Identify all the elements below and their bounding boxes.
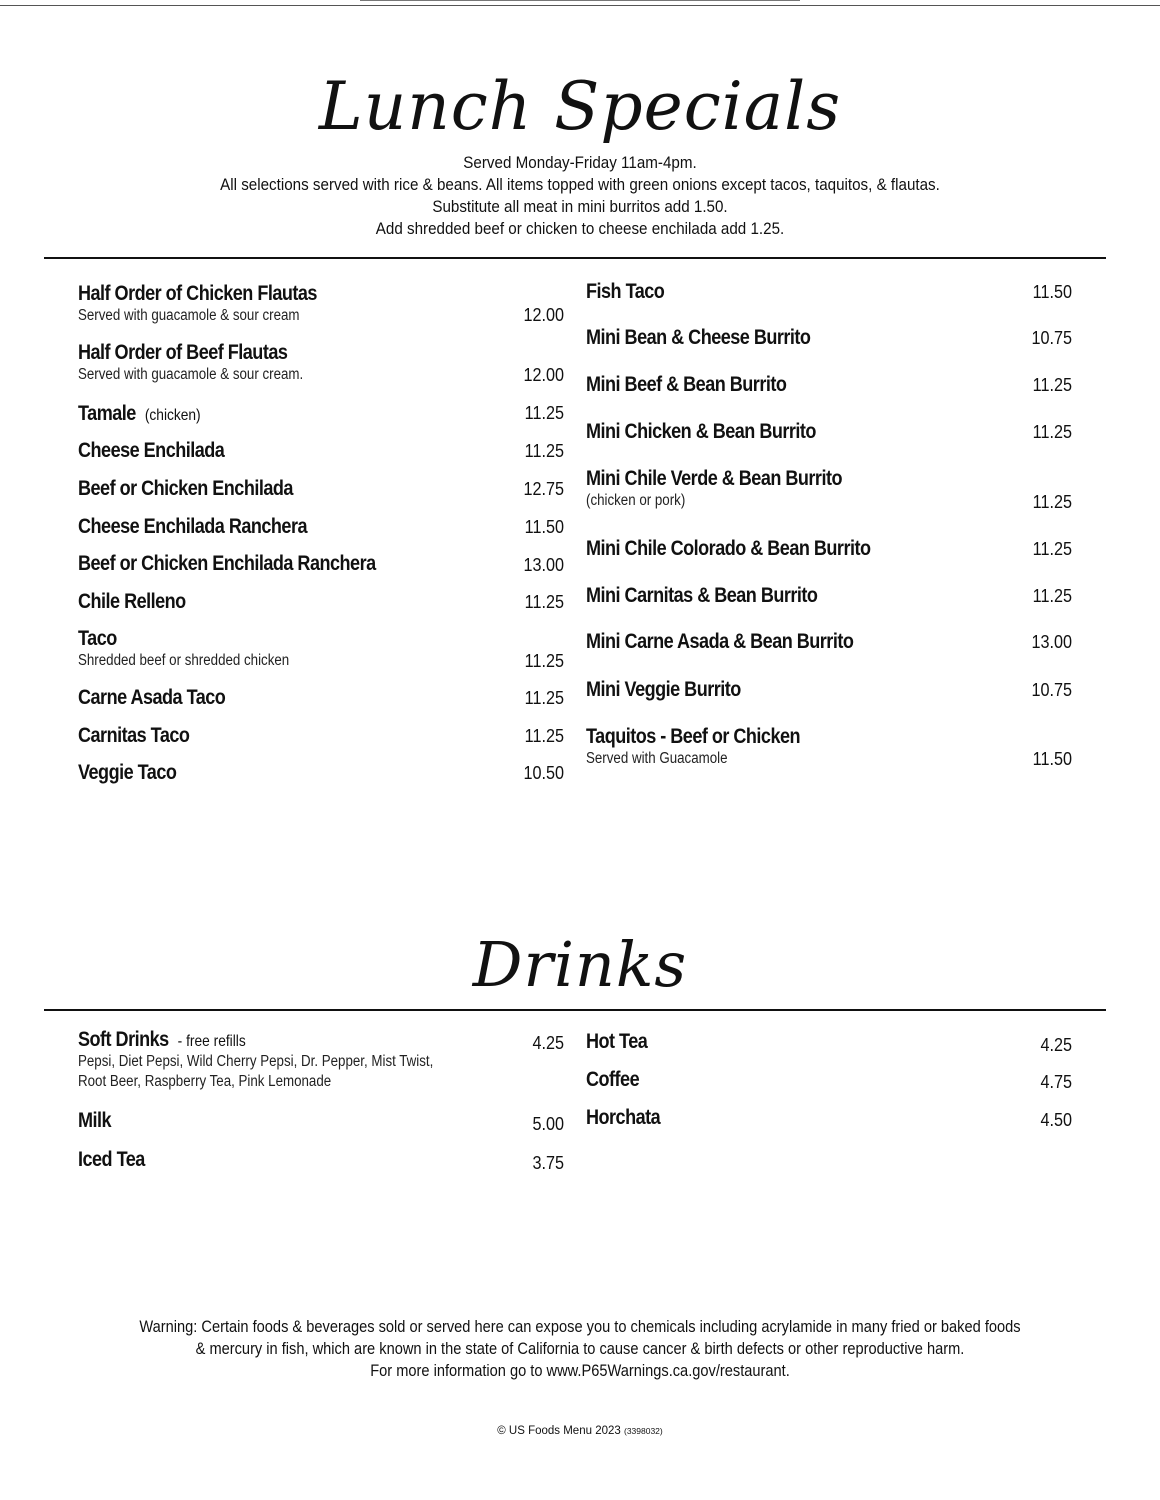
menu-item <box>586 537 917 561</box>
item-price: 12.75 <box>523 479 564 499</box>
menu-item <box>586 1030 657 1054</box>
item-price: 13.00 <box>523 555 564 575</box>
item-name: Mini Bean & Cheese Burrito <box>586 326 811 349</box>
item-description: Served with guacamole & sour cream <box>78 307 300 324</box>
menu-item <box>78 627 324 671</box>
item-price: 3.75 <box>532 1153 564 1173</box>
item-name: Chile Relleno <box>78 590 186 613</box>
item-price: 4.50 <box>1040 1110 1072 1130</box>
item-price: 13.00 <box>1031 632 1072 652</box>
item-price: 4.25 <box>532 1033 564 1053</box>
item-name: Fish Taco <box>586 280 665 303</box>
item-price: 5.00 <box>532 1114 564 1134</box>
item-name: Soft Drinks - free refills <box>78 1028 246 1051</box>
lunch-specials-title: Lunch Specials <box>318 68 842 145</box>
item-name: Cheese Enchilada Ranchera <box>78 515 308 538</box>
note-line: Served Monday-Friday 11am-4pm. <box>463 154 697 172</box>
item-price: 11.25 <box>524 726 564 746</box>
section-divider <box>44 257 1106 259</box>
item-price: 11.25 <box>524 403 564 423</box>
menu-item <box>78 724 208 748</box>
menu-item <box>586 326 847 350</box>
item-price: 12.00 <box>523 365 564 385</box>
item-name: Taquitos - Beef or Chicken <box>586 725 801 748</box>
item-price: 4.25 <box>1040 1035 1072 1055</box>
item-name: Carne Asada Taco <box>78 686 226 709</box>
item-name: Mini Veggie Burrito <box>586 678 741 701</box>
note-line: Add shredded beef or chicken to cheese enchilada add 1.25. <box>375 220 785 238</box>
scan-edge-line <box>0 5 1160 6</box>
item-name: Coffee <box>586 1068 640 1091</box>
item-name: Mini Carne Asada & Bean Burrito <box>586 630 854 653</box>
item-price: 10.75 <box>1031 328 1072 348</box>
menu-item <box>586 1068 648 1092</box>
note-line: All selections served with rice & beans. All items topped with green onions except tacos, taquitos, & flautas. <box>220 176 940 194</box>
menu-item <box>78 1148 156 1172</box>
drinks-title: Drinks <box>472 928 688 1001</box>
item-price: 11.25 <box>1032 375 1072 395</box>
menu-item <box>586 725 835 769</box>
item-name: Iced Tea <box>78 1148 145 1171</box>
item-name: Half Order of Chicken Flautas <box>78 282 317 305</box>
item-description: Root Beer, Raspberry Tea, Pink Lemonade <box>78 1073 332 1090</box>
item-price: 10.50 <box>523 763 564 783</box>
section-divider <box>44 1009 1106 1011</box>
item-price: 11.25 <box>1032 539 1072 559</box>
item-description: Pepsi, Diet Pepsi, Wild Cherry Pepsi, Dr. Pepper, Mist Twist, <box>78 1053 434 1070</box>
item-name: Mini Chile Colorado & Bean Burrito <box>586 537 871 560</box>
item-price: 11.25 <box>1032 422 1072 442</box>
item-name: Cheese Enchilada <box>78 439 225 462</box>
menu-item <box>586 467 884 511</box>
item-price: 11.50 <box>1032 282 1072 302</box>
item-name: Milk <box>78 1109 112 1132</box>
item-note: - free refills <box>177 1033 246 1050</box>
item-name: Beef or Chicken Enchilada Ranchera <box>78 552 376 575</box>
item-name: Tamale (chicken) <box>78 402 201 425</box>
item-price: 11.25 <box>1032 492 1072 512</box>
item-name: Carnitas Taco <box>78 724 190 747</box>
item-name: Mini Beef & Bean Burrito <box>586 373 787 396</box>
menu-item <box>78 552 424 576</box>
item-price: 12.00 <box>523 305 564 325</box>
menu-item <box>78 402 221 426</box>
warning-line: For more information go to www.P65Warnings.ca.gov/restaurant. <box>370 1361 790 1380</box>
item-name: Mini Carnitas & Bean Burrito <box>586 584 818 607</box>
item-price: 11.25 <box>524 651 564 671</box>
copyright-text: © US Foods Menu 2023 <box>497 1425 621 1437</box>
item-price: 11.25 <box>524 688 564 708</box>
item-price: 10.75 <box>1031 680 1072 700</box>
item-price: 11.25 <box>524 441 564 461</box>
menu-item <box>586 280 677 304</box>
menu-item <box>78 1028 491 1092</box>
menu-item <box>586 420 853 444</box>
menu-item <box>78 1109 116 1133</box>
item-description: Shredded beef or shredded chicken <box>78 652 290 669</box>
item-name: Half Order of Beef Flautas <box>78 341 288 364</box>
menu-item <box>586 1106 672 1130</box>
item-description: Served with guacamole & sour cream. <box>78 366 304 383</box>
item-price: 11.50 <box>1032 749 1072 769</box>
copyright-footer <box>0 1425 1160 1437</box>
menu-item <box>78 761 192 785</box>
item-name: Hot Tea <box>586 1030 648 1053</box>
menu-item <box>78 282 356 326</box>
menu-item <box>78 439 248 463</box>
lunch-notes <box>46 152 1113 240</box>
menu-item <box>78 590 203 614</box>
menu-item <box>78 341 340 385</box>
warning-line: Warning: Certain foods & beverages sold or served here can expose you to chemicals including acrylamide in many fried or baked foods <box>139 1317 1021 1336</box>
menu-item <box>586 584 855 608</box>
warning-line: & mercury in fish, which are known in the state of California to cause cancer & birth defects or other reproductive harm. <box>195 1339 965 1358</box>
item-name: Veggie Taco <box>78 761 177 784</box>
menu-code: (3398032) <box>623 1426 663 1436</box>
menu-item <box>78 686 249 710</box>
note-line: Substitute all meat in mini burritos add 1.50. <box>432 198 728 216</box>
item-name: Taco <box>78 627 117 650</box>
item-price: 4.75 <box>1040 1072 1072 1092</box>
menu-item <box>586 373 819 397</box>
prop65-warning <box>81 1316 1079 1382</box>
item-name: Horchata <box>586 1106 661 1129</box>
item-price: 11.50 <box>524 517 564 537</box>
menu-item <box>78 477 328 501</box>
item-name: Beef or Chicken Enchilada <box>78 477 293 500</box>
item-description: Served with Guacamole <box>586 750 728 767</box>
item-name: Mini Chicken & Bean Burrito <box>586 420 816 443</box>
item-price: 11.25 <box>524 592 564 612</box>
menu-item <box>586 678 766 702</box>
menu-item <box>586 630 897 654</box>
item-price: 11.25 <box>1032 586 1072 606</box>
item-name: Mini Chile Verde & Bean Burrito <box>586 467 842 490</box>
menu-item <box>78 515 344 539</box>
item-description: (chicken or pork) <box>586 492 686 509</box>
item-note: (chicken) <box>144 407 201 424</box>
scan-edge-line <box>360 0 800 1</box>
